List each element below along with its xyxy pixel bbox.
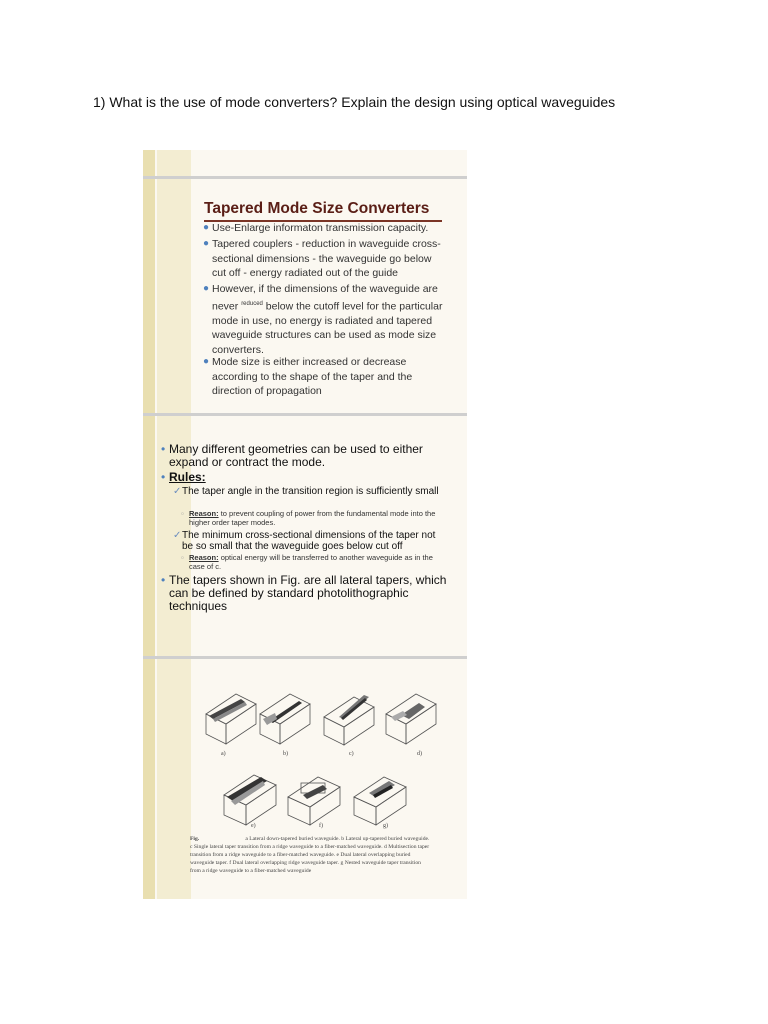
slide-strip-top	[143, 150, 467, 176]
bullet-dot-icon: ●	[203, 356, 210, 367]
rule-item: ✓ The minimum cross-sectional dimensions of the taper not be so small that the waveguide goes below cut off	[173, 530, 436, 552]
figure-label: f)	[319, 823, 323, 829]
bullet-item: • The tapers shown in Fig. are all lateral tapers, which can be defined by standard photolithographic techniques	[161, 573, 447, 613]
figure-label: d)	[417, 751, 422, 757]
reason-item: ▫ Reason: to prevent coupling of power from the fundamental mode into the higher order taper modes.	[181, 509, 436, 527]
bullet-dot-icon: ●	[203, 222, 210, 233]
question-text: 1) What is the use of mode converters? Explain the design using optical waveguides	[93, 94, 616, 110]
bullet-dot-icon: ●	[203, 238, 210, 249]
figure-label: g)	[383, 823, 388, 829]
figure-c-single-lateral-taper	[319, 687, 379, 749]
bullet-dot-icon: •	[161, 442, 166, 456]
check-icon: ✓	[173, 530, 182, 541]
square-bullet-icon: ▫	[181, 553, 184, 562]
figure-label: e)	[251, 823, 256, 829]
check-icon: ✓	[173, 486, 182, 497]
bullet-dot-icon: •	[161, 573, 166, 587]
figure-label: b)	[283, 751, 288, 757]
slide-tapered-mode-size-converters	[143, 179, 467, 413]
rule-item: ✓ The taper angle in the transition region is sufficiently small	[173, 486, 439, 497]
figure-g-nested-taper	[349, 769, 411, 831]
bullet-item: ● However, if the dimensions of the waveguide are never $^{reduced}$ below the cutoff level for the particular mode in use, no energy is radiated and tapered waveguide structures can be used as mode size converters.	[203, 283, 443, 356]
reason-item: ▫ Reason: optical energy will be transferred to another waveguide as in the case of c.	[181, 553, 433, 571]
slide-title: Tapered Mode Size Converters	[204, 200, 430, 217]
figure-label: a)	[221, 751, 226, 757]
figure-d-multisection-taper	[381, 689, 441, 749]
slide-taper-figures	[143, 659, 467, 899]
figure-caption: Fig. a Lateral down-tapered buried waveguide. b Lateral up-tapered buried waveguide. c Single lateral taper transition from a ridge waveguide to a fiber-matched waveguide. d Multisection taper transition from a ridge waveguide to a fiber-matched waveguide. e Dual lateral overlapping buried waveguide taper. f Dual lateral overlapping ridge waveguide taper. g Nested waveguide taper transition from a ridge waveguide to a fiber-matched waveguide	[190, 836, 430, 874]
figure-a-lateral-down-taper	[201, 689, 261, 749]
slide-rules	[143, 416, 467, 656]
figure-label: c)	[349, 751, 354, 757]
bullet-item: • Many different geometries can be used to either expand or contract the mode.	[161, 442, 423, 469]
bullet-dot-icon: •	[161, 470, 166, 484]
figure-e-dual-overlapping-buried	[219, 767, 281, 831]
figure-f-dual-overlapping-ridge	[283, 769, 345, 831]
bullet-dot-icon: ●	[203, 283, 210, 294]
figure-b-lateral-up-taper	[255, 689, 315, 749]
square-bullet-icon: ▫	[181, 509, 184, 518]
bullet-item: ● Mode size is either increased or decrease according to the shape of the taper and the direction of propagation	[203, 356, 413, 397]
rules-heading: • Rules:	[161, 470, 206, 484]
bullet-item: ● Use-Enlarge informaton transmission capacity.	[203, 222, 429, 234]
bullet-item: ● Tapered couplers - reduction in waveguide cross-sectional dimensions - the waveguide go below cut off - energy radiated out of the guide	[203, 238, 441, 279]
